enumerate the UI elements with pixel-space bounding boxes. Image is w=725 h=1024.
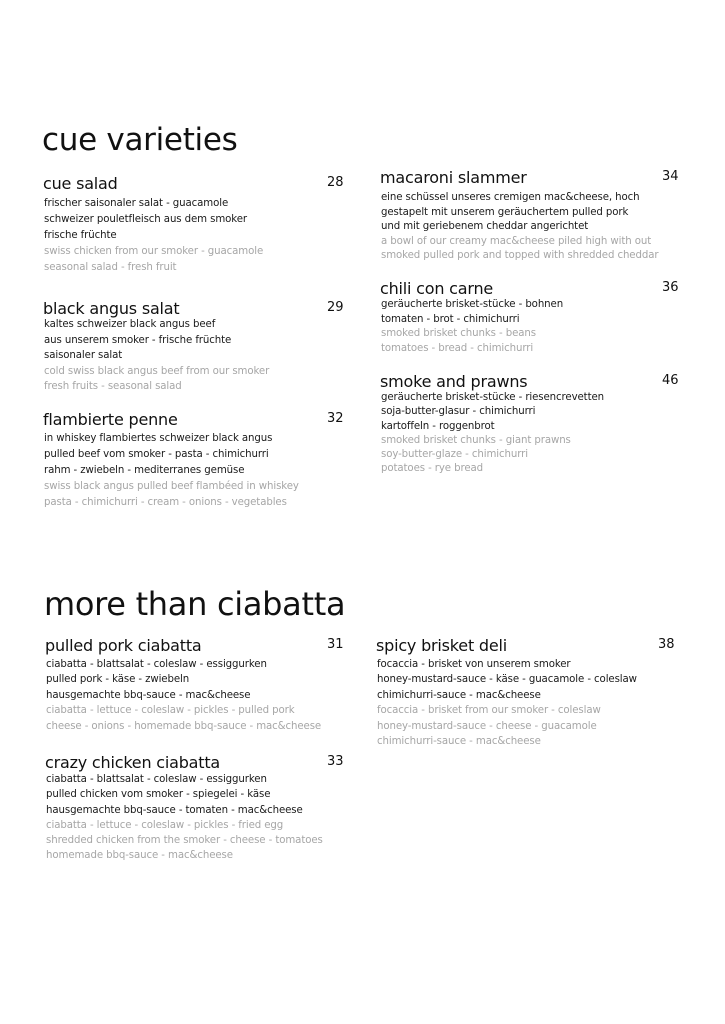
item-price: 33 — [327, 754, 344, 769]
item-price: 38 — [658, 637, 675, 652]
description-german: pulled beef vom smoker - pasta - chimichurri — [44, 449, 269, 460]
item-description — [46, 657, 321, 734]
description-german: frischer saisonaler salat - guacamole — [44, 198, 229, 209]
section-title-more-than-ciabatta: more than ciabatta — [44, 585, 346, 623]
description-english: ciabatta - lettuce - coleslaw - pickles - fried egg — [46, 819, 284, 831]
item-description — [44, 431, 299, 511]
description-english: swiss black angus pulled beef flambéed in whiskey — [44, 481, 299, 492]
description-german: rahm - zwiebeln - mediterranes gemüse — [44, 465, 245, 476]
item-price: 32 — [327, 411, 344, 426]
section-title-cue-varieties: cue varieties — [42, 122, 238, 158]
item-title: black angus salat — [43, 299, 180, 318]
description-english: cold swiss black angus beef from our smoker — [44, 365, 270, 377]
description-english: shredded chicken from the smoker - cheese - tomatoes — [46, 835, 323, 847]
item-description — [381, 391, 604, 477]
description-german: pulled chicken vom smoker - spiegelei - käse — [46, 789, 271, 801]
description-english: smoked pulled pork and topped with shredded cheddar — [381, 250, 659, 261]
item-title: chili con carne — [380, 279, 494, 298]
description-german: focaccia - brisket von unserem smoker — [377, 659, 571, 670]
description-german: tomaten - brot - chimichurri — [381, 313, 520, 325]
description-english: focaccia - brisket from our smoker - coleslaw — [377, 705, 601, 717]
description-german: kaltes schweizer black angus beef — [44, 319, 216, 330]
item-description — [377, 657, 637, 749]
item-price: 36 — [662, 280, 679, 295]
description-german: geräucherte brisket-stücke - bohnen — [381, 299, 564, 310]
description-german: chimichurri-sauce - mac&cheese — [377, 689, 541, 701]
item-price: 28 — [327, 175, 344, 190]
item-price: 31 — [327, 637, 344, 652]
description-german: aus unserem smoker - frische früchte — [44, 334, 232, 346]
item-title: cue salad — [43, 174, 118, 193]
description-english: seasonal salad - fresh fruit — [44, 262, 177, 273]
item-price: 46 — [662, 373, 679, 388]
description-english: smoked brisket chunks - beans — [381, 328, 536, 339]
description-english: fresh fruits - seasonal salad — [44, 381, 182, 392]
description-english: chimichurri-sauce - mac&cheese — [377, 736, 541, 748]
description-german: und mit geriebenem cheddar angerichtet — [381, 221, 589, 232]
item-title: spicy brisket deli — [376, 636, 507, 655]
item-description — [44, 196, 263, 276]
description-english: soy-butter-glaze - chimichurri — [381, 449, 528, 461]
item-description — [381, 191, 658, 264]
item-title: macaroni slammer — [380, 168, 527, 187]
item-price: 29 — [327, 300, 344, 315]
description-german: ciabatta - blattsalat - coleslaw - essiggurken — [46, 659, 267, 670]
description-english: cheese - onions - homemade bbq-sauce - mac&cheese — [46, 720, 322, 732]
description-german: in whiskey flambiertes schweizer black angus — [44, 433, 273, 444]
description-english: honey-mustard-sauce - cheese - guacamole — [377, 720, 597, 732]
item-title: pulled pork ciabatta — [45, 636, 202, 655]
description-german: kartoffeln - roggenbrot — [381, 420, 495, 432]
description-english: a bowl of our creamy mac&cheese piled high with out — [381, 235, 652, 247]
description-german: ciabatta - blattsalat - coleslaw - essiggurken — [46, 774, 267, 785]
item-title: smoke and prawns — [380, 372, 528, 391]
description-english: smoked brisket chunks - giant prawns — [381, 434, 571, 446]
item-description — [44, 317, 269, 395]
item-title: flambierte penne — [43, 410, 178, 429]
description-english: potatoes - rye bread — [381, 463, 484, 475]
description-german: soja-butter-glasur - chimichurri — [381, 406, 536, 418]
item-title: crazy chicken ciabatta — [45, 753, 221, 772]
item-description — [381, 298, 563, 356]
description-german: frische früchte — [44, 230, 117, 241]
description-german: saisonaler salat — [44, 350, 123, 361]
description-german: pulled pork - käse - zwiebeln — [46, 674, 190, 686]
item-price: 34 — [662, 169, 679, 184]
description-german: eine schüssel unseres cremigen mac&cheese, hoch — [381, 192, 640, 203]
description-german: gestapelt mit unserem geräuchertem pulled pork — [381, 206, 629, 218]
description-english: swiss chicken from our smoker - guacamole — [44, 246, 264, 257]
description-german: hausgemachte bbq-sauce - tomaten - mac&cheese — [46, 804, 303, 816]
description-german: honey-mustard-sauce - käse - guacamole - coleslaw — [377, 674, 637, 686]
description-english: tomatoes - bread - chimichurri — [381, 342, 534, 354]
description-german: schweizer pouletfleisch aus dem smoker — [44, 214, 248, 225]
description-english: pasta - chimichurri - cream - onions - vegetables — [44, 497, 287, 508]
description-english: homemade bbq-sauce - mac&cheese — [46, 850, 233, 862]
description-german: hausgemachte bbq-sauce - mac&cheese — [46, 689, 251, 701]
description-english: ciabatta - lettuce - coleslaw - pickles - pulled pork — [46, 705, 295, 717]
description-german: geräucherte brisket-stücke - riesencrevetten — [381, 392, 604, 403]
item-description — [46, 772, 323, 864]
